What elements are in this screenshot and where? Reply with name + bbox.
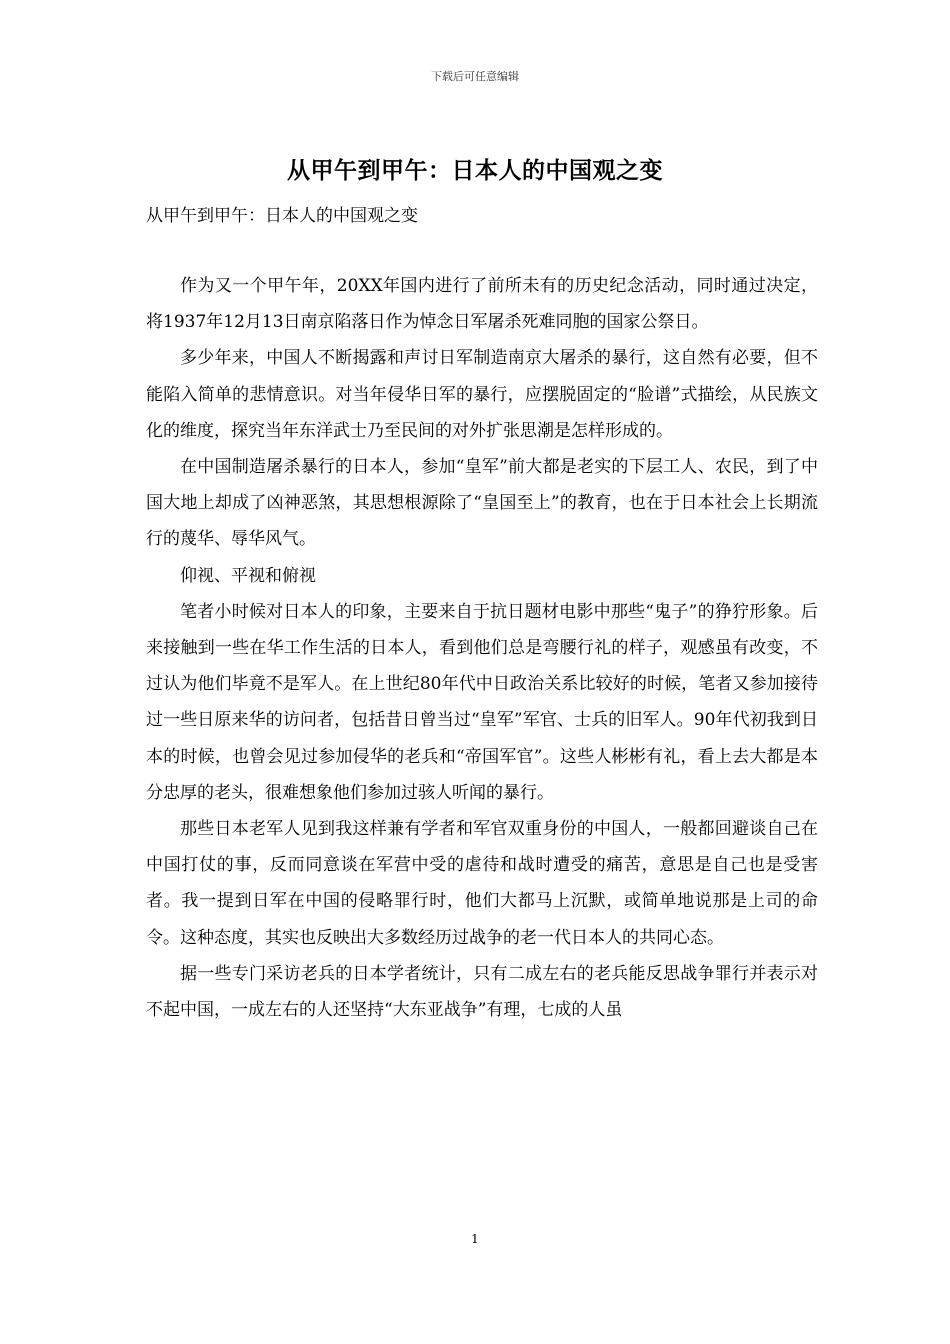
- paragraph-6: 据一些专门采访老兵的日本学者统计，只有二成左右的老兵能反思战争罪行并表示对不起中国，一成左右的人还坚持“大东亚战争”有理，七成的人虽: [146, 963, 818, 1021]
- paragraph-1: 作为又一个甲午年，20XX年国内进行了前所未有的历史纪念活动，同时通过决定，将1937年12月13日南京陷落日作为悼念日军屠杀死难同胞的国家公祭日。: [146, 276, 818, 333]
- document-subtitle: 从甲午到甲午：日本人的中国观之变: [146, 206, 418, 226]
- document-body: [146, 268, 818, 1028]
- paragraph-2: 多少年来，中国人不断揭露和声讨日军制造南京大屠杀的暴行，这自然有必要，但不能陷入简单的悲情意识。对当年侵华日军的暴行，应摆脱固定的“脸谱”式描绘，从民族文化的维度，探究当年东洋武士乃至民间的对外扩张思潮是怎样形成的。: [146, 348, 818, 441]
- paragraph-5: 那些日本老军人见到我这样兼有学者和军官双重身份的中国人，一般都回避谈自己在中国打仗的事，反而同意谈在军营中受的虐待和战时遭受的痛苦，意思是自己也是受害者。我一提到日军在中国的侵略罪行时，他们大都马上沉默，或简单地说那是上司的命令。这种态度，其实也反映出大多数经历过战争的老一代日本人的共同心态。: [146, 819, 818, 948]
- document-title: 从甲午到甲午：日本人的中国观之变: [287, 157, 663, 184]
- header-note: 下载后可任意编辑: [431, 70, 519, 83]
- paragraph-3: 在中国制造屠杀暴行的日本人，参加“皇军”前大都是老实的下层工人、农民，到了中国大地上却成了凶神恶煞，其思想根源除了“皇国至上”的教育，也在于日本社会上长期流行的蔑华、辱华风气。: [146, 457, 818, 550]
- section-heading: 仰视、平视和俯视: [180, 565, 316, 586]
- paragraph-4: 笔者小时候对日本人的印象，主要来自于抗日题材电影中那些“鬼子”的狰狞形象。后来接触到一些在华工作生活的日本人，看到他们总是弯腰行礼的样子，观感虽有改变，不过认为他们毕竟不是军人。在上世纪80年代中日政治关系比较好的时候，笔者又参加接待过一些日原来华的访问者，包括昔日曾当过“皇军”军官、士兵的旧军人。90年代初我到日本的时候，也曾会见过参加侵华的老兵和“帝国军官”。这些人彬彬有礼，看上去大都是本分忠厚的老头，很难想象他们参加过骇人听闻的暴行。: [146, 601, 818, 803]
- page-number: 1: [471, 1232, 479, 1246]
